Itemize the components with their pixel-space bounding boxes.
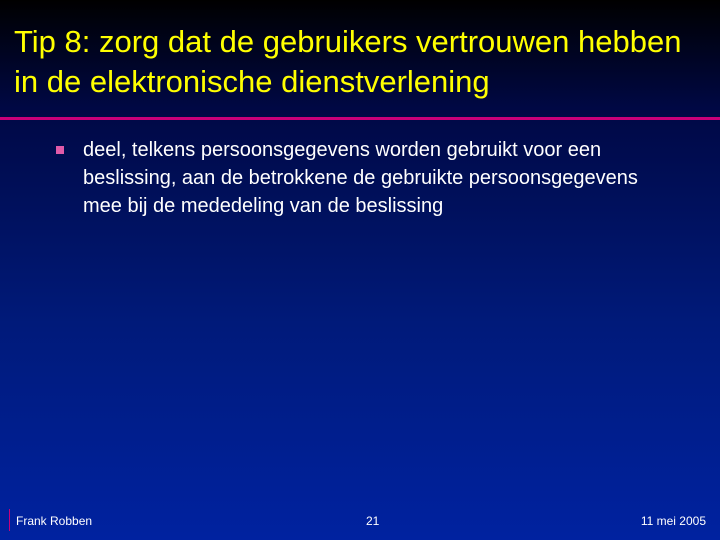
bullet-list [56, 136, 676, 220]
square-bullet-icon [56, 146, 64, 154]
bullet-item [56, 136, 676, 220]
bullet-text: deel, telkens persoonsgegevens worden gebruikt voor een beslissing, aan de betrokkene de gebruikte persoonsgegevens mee bij de mededeling van de beslissing [83, 139, 638, 217]
footer-page-number: 21 [366, 514, 380, 528]
footer-date: 11 mei 2005 [640, 514, 706, 528]
footer-author: Frank Robben [16, 514, 93, 528]
title-divider [0, 117, 720, 120]
footer-accent-bar [9, 509, 10, 531]
slide-title: Tip 8: zorg dat de gebruikers vertrouwen hebben in de elektronische dienstverlening [14, 24, 682, 99]
